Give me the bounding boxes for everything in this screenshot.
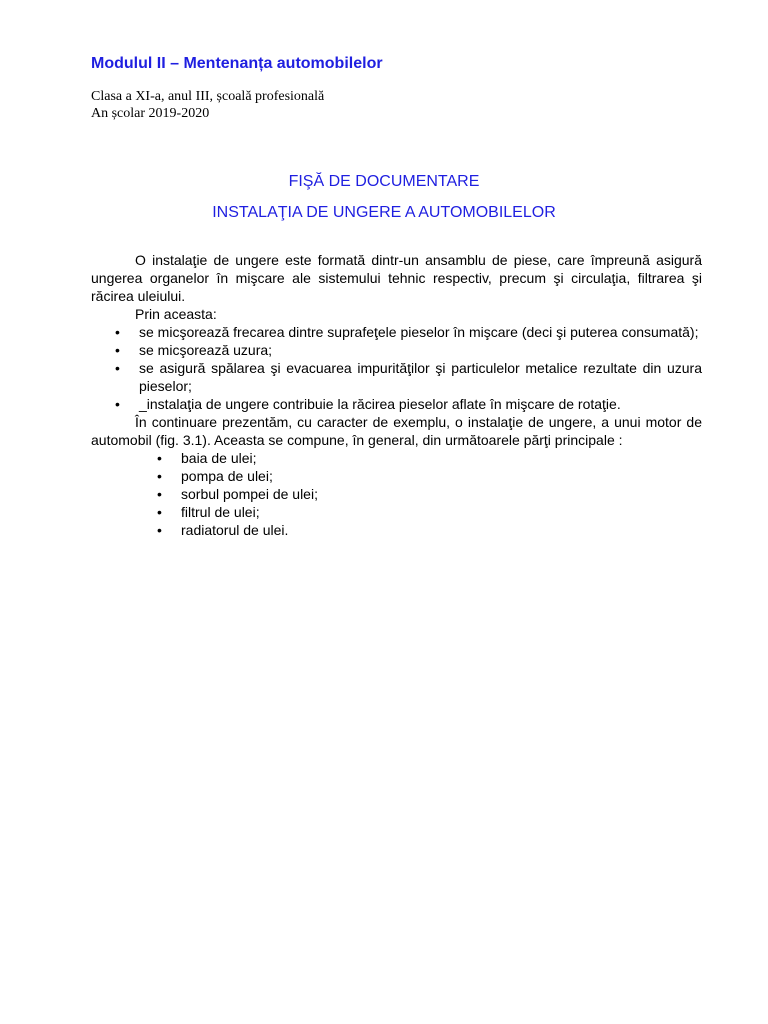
- list-item-text: sorbul pompei de ulei;: [181, 486, 318, 502]
- intro-paragraph: O instalaţie de ungere este formată dintr-un ansamblu de piese, care împreună asigură ungerea organelor în mişcare ale sistemului tehnic respectiv, precum şi circulaţia, filtrarea şi răcirea uleiului.: [91, 252, 702, 304]
- document-body: [91, 251, 702, 539]
- list-item-text: filtrul de ulei;: [181, 504, 260, 520]
- list-item: [91, 449, 702, 467]
- prin-aceasta-label: Prin aceasta:: [135, 306, 217, 322]
- bullet-icon: •: [157, 522, 162, 538]
- list-item: [91, 341, 702, 359]
- school-year-line: An școlar 2019-2020: [91, 106, 210, 121]
- list-item-text: _instalaţia de ungere contribuie la răcirea pieselor aflate în mişcare de rotaţie.: [139, 396, 621, 412]
- bullet-icon: •: [157, 468, 162, 484]
- bullet-icon: •: [157, 486, 162, 502]
- parts-list: [91, 449, 702, 539]
- list-item-text: se asigură spălarea şi evacuarea impurităţilor şi particulelor metalice rezultate din uzura pieselor;: [139, 360, 702, 394]
- continuation-paragraph: În continuare prezentăm, cu caracter de exemplu, o instalaţie de ungere, a unui motor de automobil (fig. 3.1). Aceasta se compune, în general, din următoarele părţi principale :: [91, 414, 702, 448]
- list-item: [91, 521, 702, 539]
- bullet-icon: •: [115, 396, 120, 412]
- list-item-text: radiatorul de ulei.: [181, 522, 289, 538]
- list-item: [91, 467, 702, 485]
- list-item-text: se micşorează uzura;: [139, 342, 273, 358]
- list-item: [91, 359, 702, 395]
- class-line: Clasa a XI-a, anul III, școală profesională: [91, 89, 325, 104]
- effects-list: [91, 323, 702, 413]
- module-title: Modulul II – Mentenanța automobilelor: [91, 55, 383, 72]
- bullet-icon: •: [115, 342, 120, 358]
- document-subject-heading: INSTALAŢIA DE UNGERE A AUTOMOBILELOR: [212, 204, 556, 221]
- bullet-icon: •: [157, 450, 162, 466]
- list-item: [91, 503, 702, 521]
- course-info: [91, 88, 324, 122]
- list-item-text: se micşorează frecarea dintre suprafeţele pieselor în mişcare (deci şi puterea consumată);: [139, 324, 699, 340]
- bullet-icon: •: [115, 324, 120, 340]
- list-item-text: pompa de ulei;: [181, 468, 273, 484]
- list-item: [91, 395, 702, 413]
- bullet-icon: •: [157, 504, 162, 520]
- list-item: [91, 323, 702, 341]
- bullet-icon: •: [115, 360, 120, 376]
- list-item: [91, 485, 702, 503]
- list-item-text: baia de ulei;: [181, 450, 257, 466]
- document-type-heading: FIŞĂ DE DOCUMENTARE: [288, 173, 480, 190]
